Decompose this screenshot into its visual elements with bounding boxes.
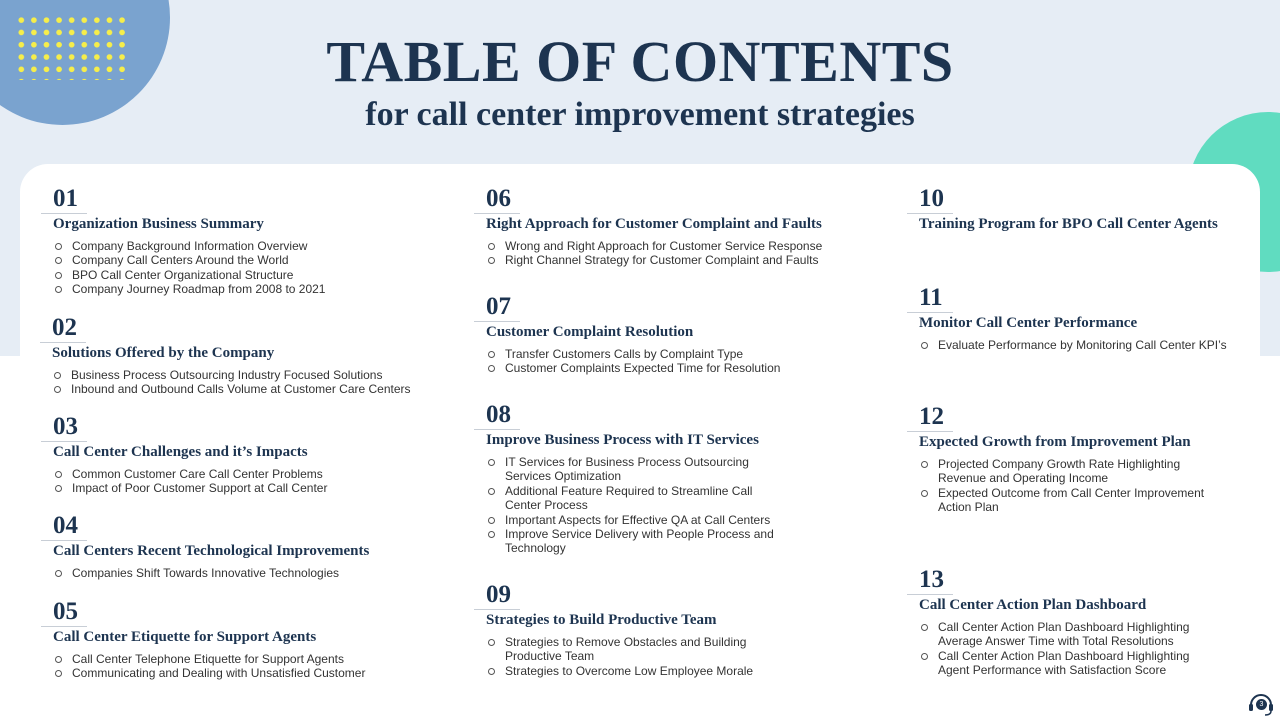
section-number: 07 (486, 293, 511, 320)
number-underline (41, 441, 87, 442)
list-item: Business Process Outsourcing Industry Focused Solutions (52, 368, 452, 382)
list-item: Additional Feature Required to Streamline Call Center Process (486, 484, 786, 513)
list-item: Impact of Poor Customer Support at Call Center (53, 481, 453, 495)
section-number: 11 (919, 284, 943, 311)
list-item: Strategies to Remove Obstacles and Building Productive Team (486, 635, 786, 664)
number-underline (40, 342, 86, 343)
number-underline (907, 312, 953, 313)
list-item: Strategies to Overcome Low Employee Morale (486, 664, 786, 678)
section-number: 04 (53, 512, 78, 539)
section-number: 12 (919, 403, 944, 430)
section-items (486, 455, 786, 556)
list-item: Call Center Action Plan Dashboard Highlighting Average Answer Time with Total Resolutions (919, 620, 1219, 649)
section-items (486, 635, 786, 678)
section-heading[interactable]: Call Center Action Plan Dashboard (919, 597, 1147, 613)
list-item: Expected Outcome from Call Center Improvement Action Plan (919, 486, 1219, 515)
section-number: 10 (919, 185, 944, 212)
number-underline (41, 213, 87, 214)
toc-section-07 (486, 294, 866, 376)
page-number: 3 (1256, 699, 1267, 710)
section-number: 03 (53, 413, 78, 440)
list-item: Common Customer Care Call Center Problems (53, 467, 453, 481)
section-items (52, 368, 452, 397)
section-items (919, 620, 1219, 678)
toc-section-05 (53, 599, 453, 681)
list-item: Wrong and Right Approach for Customer Service Response (486, 239, 866, 253)
section-number: 02 (52, 314, 77, 341)
list-item: Important Aspects for Effective QA at Call Centers (486, 513, 786, 527)
list-item: Evaluate Performance by Monitoring Call Center KPI’s (919, 338, 1229, 352)
section-heading[interactable]: Right Approach for Customer Complaint and Faults (486, 216, 822, 232)
toc-section-01 (53, 186, 453, 297)
section-heading[interactable]: Call Centers Recent Technological Improvements (53, 543, 370, 559)
number-underline (907, 431, 953, 432)
number-underline (41, 626, 87, 627)
list-item: Company Background Information Overview (53, 239, 453, 253)
section-number: 13 (919, 566, 944, 593)
section-items (53, 566, 453, 580)
section-heading[interactable]: Call Center Etiquette for Support Agents (53, 629, 317, 645)
number-underline (474, 321, 520, 322)
list-item: Companies Shift Towards Innovative Technologies (53, 566, 453, 580)
toc-section-13 (919, 567, 1219, 678)
section-items (486, 239, 866, 268)
section-items (53, 652, 453, 681)
list-item: Communicating and Dealing with Unsatisfied Customer (53, 666, 453, 680)
section-heading[interactable]: Expected Growth from Improvement Plan (919, 434, 1191, 450)
toc-section-12 (919, 404, 1219, 515)
toc-section-04 (53, 513, 453, 580)
list-item: Improve Service Delivery with People Process and Technology (486, 527, 786, 556)
number-underline (907, 213, 953, 214)
page-title: TABLE OF CONTENTS (326, 29, 954, 94)
section-number: 08 (486, 401, 511, 428)
list-item: Transfer Customers Calls by Complaint Type (486, 347, 866, 361)
section-items (53, 239, 453, 297)
section-heading[interactable]: Organization Business Summary (53, 216, 264, 232)
list-item: Projected Company Growth Rate Highlighting Revenue and Operating Income (919, 457, 1219, 486)
section-number: 09 (486, 581, 511, 608)
toc-section-10 (919, 186, 1229, 233)
list-item: Company Call Centers Around the World (53, 253, 453, 267)
section-items (919, 338, 1229, 352)
section-items (53, 467, 453, 496)
section-heading[interactable]: Monitor Call Center Performance (919, 315, 1138, 331)
list-item: Right Channel Strategy for Customer Complaint and Faults (486, 253, 866, 267)
number-underline (474, 429, 520, 430)
section-number: 06 (486, 185, 511, 212)
section-heading[interactable]: Solutions Offered by the Company (52, 345, 275, 361)
toc-section-11 (919, 285, 1229, 352)
list-item: IT Services for Business Process Outsourcing Services Optimization (486, 455, 786, 484)
toc-section-02 (52, 315, 452, 397)
list-item: BPO Call Center Organizational Structure (53, 268, 453, 282)
toc-section-03 (53, 414, 453, 496)
toc-section-09 (486, 582, 786, 678)
number-underline (907, 594, 953, 595)
list-item: Call Center Action Plan Dashboard Highlighting Agent Performance with Satisfaction Score (919, 649, 1219, 678)
page-subtitle: for call center improvement strategies (365, 96, 915, 133)
number-underline (474, 609, 520, 610)
list-item: Customer Complaints Expected Time for Resolution (486, 361, 866, 375)
toc-section-06 (486, 186, 866, 268)
list-item: Inbound and Outbound Calls Volume at Customer Care Centers (52, 382, 452, 396)
toc-section-08 (486, 402, 786, 556)
section-heading[interactable]: Call Center Challenges and it’s Impacts (53, 444, 308, 460)
section-items (486, 347, 866, 376)
section-heading[interactable]: Strategies to Build Productive Team (486, 612, 717, 628)
number-underline (474, 213, 520, 214)
section-heading[interactable]: Training Program for BPO Call Center Agents (919, 216, 1218, 232)
number-underline (41, 540, 87, 541)
list-item: Company Journey Roadmap from 2008 to 2021 (53, 282, 453, 296)
section-number: 05 (53, 598, 78, 625)
section-heading[interactable]: Improve Business Process with IT Services (486, 432, 759, 448)
list-item: Call Center Telephone Etiquette for Support Agents (53, 652, 453, 666)
section-heading[interactable]: Customer Complaint Resolution (486, 324, 694, 340)
section-items (919, 457, 1219, 515)
section-number: 01 (53, 185, 78, 212)
